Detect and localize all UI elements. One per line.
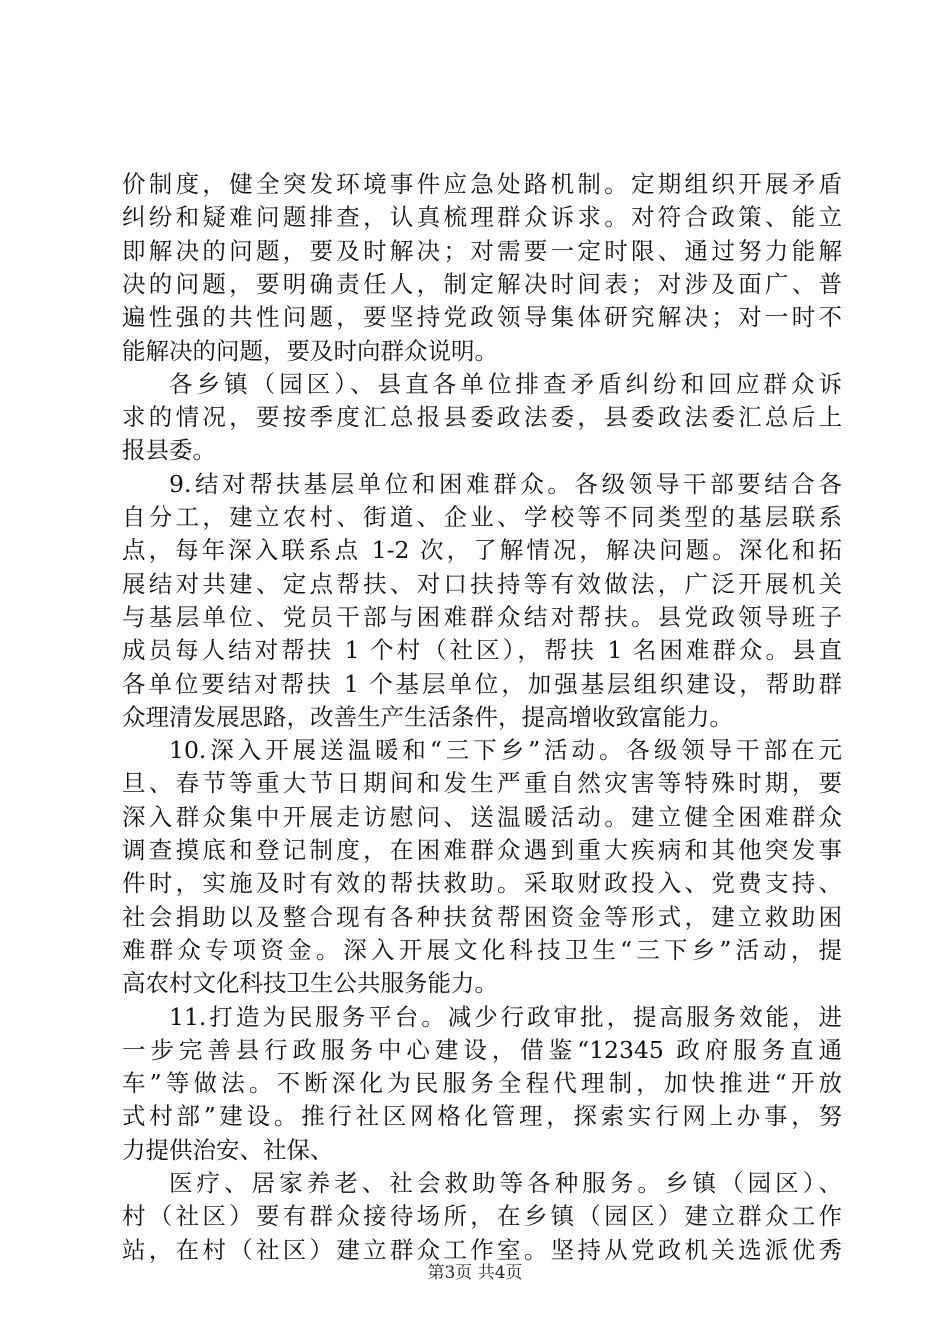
text-line: 展结对共建、定点帮扶、对口扶持等有效做法，广泛开展机关 <box>122 569 842 598</box>
text-line: 遍性强的共性问题，要坚持党政领导集体研究解决；对一时不 <box>122 303 842 332</box>
text-line: 点，每年深入联系点 1-2 次，了解情况，解决问题。深化和拓 <box>122 536 842 565</box>
text-line: 调查摸底和登记制度，在困难群众遇到重大疾病和其他突发事 <box>122 836 842 864</box>
text-line: 社会捐助以及整合现有各种扶贫帮困资金等形式，建立救助困 <box>122 902 842 931</box>
text-line: 件时，实施及时有效的帮扶救助。采取财政投入、党费支持、 <box>122 869 842 898</box>
text-line: 纠纷和疑难问题排查，认真梳理群众诉求。对符合政策、能立 <box>122 203 842 232</box>
text-line: 与基层单位、党员干部与困难群众结对帮扶。县党政领导班子 <box>122 602 842 631</box>
text-line: 决的问题，要明确责任人，制定解决时间表；对涉及面广、普 <box>122 269 842 298</box>
text-line: 高农村文化科技卫生公共服务能力。 <box>122 969 498 998</box>
text-line: 报县委。 <box>122 436 216 465</box>
text-line: 即解决的问题，要及时解决；对需要一定时限、通过努力能解 <box>122 236 842 265</box>
text-line: 式村部”建设。推行社区网格化管理，探索实行网上办事，努 <box>122 1102 842 1131</box>
text-line: 各单位要结对帮扶 1 个基层单位，加强基层组织建设，帮助群 <box>122 669 842 698</box>
text-line: 成员每人结对帮扶 1 个村（社区），帮扶 1 名困难群众。县直 <box>122 636 842 665</box>
text-line: 众理清发展思路，改善生产生活条件，提高增收致富能力。 <box>122 702 733 731</box>
text-line: 旦、春节等重大节日期间和发生严重自然灾害等特殊时期，要 <box>122 769 842 798</box>
text-line: 自分工，建立农村、街道、企业、学校等不同类型的基层联系 <box>122 503 842 531</box>
text-line: 能解决的问题，要及时向群众说明。 <box>122 336 498 365</box>
text-line: 10.深入开展送温暖和“三下乡”活动。各级领导干部在元 <box>169 736 842 765</box>
text-line: 各乡镇（园区）、县直各单位排查矛盾纠纷和回应群众诉 <box>169 369 842 398</box>
text-line: 站，在村（社区）建立群众工作室。坚持从党政机关选派优秀 <box>122 1235 842 1264</box>
text-line: 医疗、居家养老、社会救助等各种服务。乡镇（园区）、 <box>169 1169 842 1197</box>
text-line: 力提供治安、社保、 <box>122 1135 334 1164</box>
text-line: 11.打造为民服务平台。减少行政审批，提高服务效能，进 <box>169 1002 842 1031</box>
text-line: 价制度，健全突发环境事件应急处路机制。定期组织开展矛盾 <box>122 170 842 198</box>
text-line: 一步完善县行政服务中心建设，借鉴“12345 政府服务直通 <box>122 1035 842 1064</box>
page-footer: 第3页 共4页 <box>427 1263 523 1283</box>
text-line: 车”等做法。不断深化为民服务全程代理制，加快推进“开放 <box>122 1069 842 1098</box>
text-line: 深入群众集中开展走访慰问、送温暖活动。建立健全困难群众 <box>122 802 842 831</box>
text-line: 村（社区）要有群众接待场所，在乡镇（园区）建立群众工作 <box>122 1202 842 1231</box>
text-line: 9.结对帮扶基层单位和困难群众。各级领导干部要结合各 <box>169 469 842 498</box>
text-line: 求的情况，要按季度汇总报县委政法委，县委政法委汇总后上 <box>122 403 842 432</box>
text-line: 难群众专项资金。深入开展文化科技卫生“三下乡”活动，提 <box>122 935 842 964</box>
